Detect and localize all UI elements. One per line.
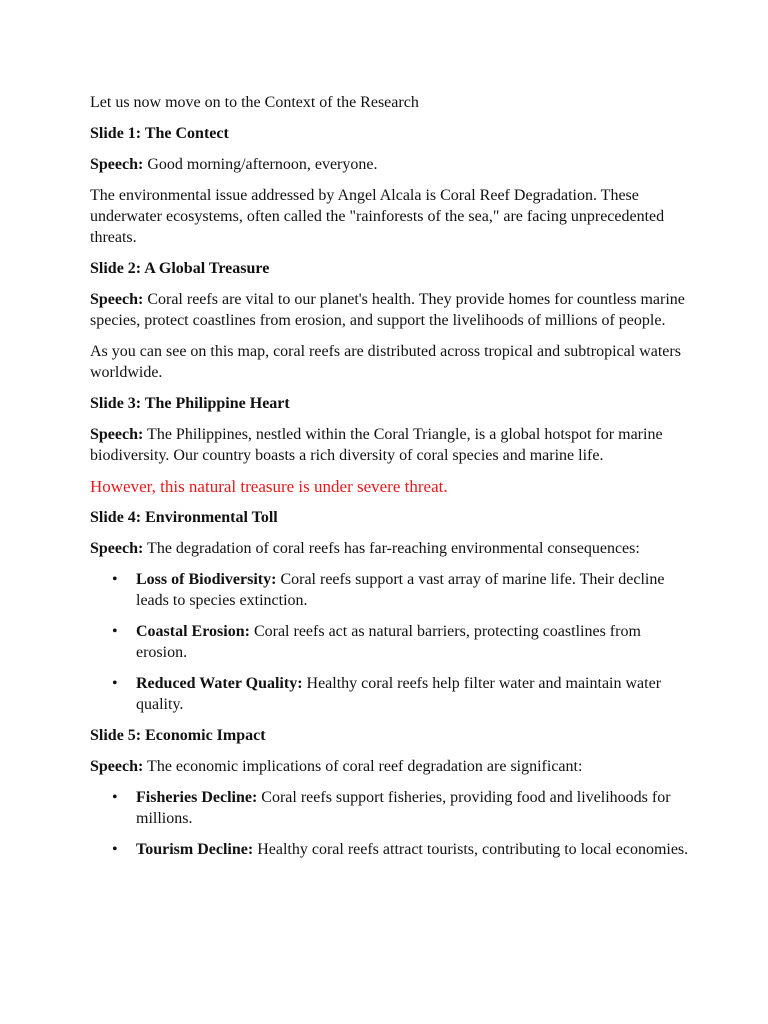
speech-label: Speech: bbox=[90, 156, 144, 173]
slide-4-speech bbox=[90, 538, 690, 559]
list-item bbox=[136, 787, 690, 829]
slide-4-speech-text: The degradation of coral reefs has far-reaching environmental consequences: bbox=[147, 540, 640, 557]
slide-2-heading: Slide 2: A Global Treasure bbox=[90, 260, 270, 277]
speech-label: Speech: bbox=[90, 426, 144, 443]
threat-warning: However, this natural treasure is under severe threat. bbox=[90, 477, 448, 496]
list-item bbox=[136, 621, 690, 663]
slide-1-heading: Slide 1: The Contect bbox=[90, 125, 229, 142]
speech-label: Speech: bbox=[90, 540, 144, 557]
slide-5-speech-text: The economic implications of coral reef degradation are significant: bbox=[147, 758, 583, 775]
bullet-text: Coral reefs support fisheries, providing food and livelihoods for millions. bbox=[136, 789, 671, 827]
slide-2-paragraph: As you can see on this map, coral reefs are distributed across tropical and subtropical waters worldwide. bbox=[90, 343, 681, 381]
slide-5-heading: Slide 5: Economic Impact bbox=[90, 727, 266, 744]
document-body bbox=[90, 92, 690, 870]
slide-1-paragraph: The environmental issue addressed by Angel Alcala is Coral Reef Degradation. These underwater ecosystems, often called the "rainforests of the sea," are facing unprecedented threats. bbox=[90, 187, 665, 246]
bullet-text: Healthy coral reefs help filter water and maintain water quality. bbox=[136, 675, 662, 713]
slide-5-bullet-list bbox=[90, 787, 690, 860]
bullet-term: Tourism Decline: bbox=[136, 841, 254, 858]
bullet-text: Coral reefs act as natural barriers, protecting coastlines from erosion. bbox=[136, 623, 641, 661]
speech-label: Speech: bbox=[90, 758, 144, 775]
speech-label: Speech: bbox=[90, 291, 144, 308]
bullet-text: Coral reefs support a vast array of marine life. Their decline leads to species extinction. bbox=[136, 571, 665, 609]
bullet-text: Healthy coral reefs attract tourists, contributing to local economies. bbox=[257, 841, 689, 858]
slide-2-speech bbox=[90, 289, 690, 331]
slide-2-speech-text: Coral reefs are vital to our planet's health. They provide homes for countless marine species, protect coastlines from erosion, and support the livelihoods of millions of people. bbox=[90, 291, 685, 329]
slide-5-speech bbox=[90, 756, 690, 777]
list-item bbox=[136, 569, 690, 611]
bullet-term: Loss of Biodiversity: bbox=[136, 571, 277, 588]
slide-1-speech bbox=[90, 154, 690, 175]
slide-3-speech-text: The Philippines, nestled within the Coral Triangle, is a global hotspot for marine biodiversity. Our country boasts a rich diversity of coral species and marine life. bbox=[90, 426, 663, 464]
slide-3-speech bbox=[90, 424, 690, 466]
bullet-term: Coastal Erosion: bbox=[136, 623, 250, 640]
intro-line: Let us now move on to the Context of the Research bbox=[90, 94, 419, 111]
bullet-term: Reduced Water Quality: bbox=[136, 675, 303, 692]
slide-4-heading: Slide 4: Environmental Toll bbox=[90, 509, 278, 526]
list-item bbox=[136, 839, 690, 860]
bullet-term: Fisheries Decline: bbox=[136, 789, 258, 806]
slide-1-speech-text: Good morning/afternoon, everyone. bbox=[147, 156, 378, 173]
slide-4-bullet-list bbox=[90, 569, 690, 715]
list-item bbox=[136, 673, 690, 715]
slide-3-heading: Slide 3: The Philippine Heart bbox=[90, 395, 290, 412]
